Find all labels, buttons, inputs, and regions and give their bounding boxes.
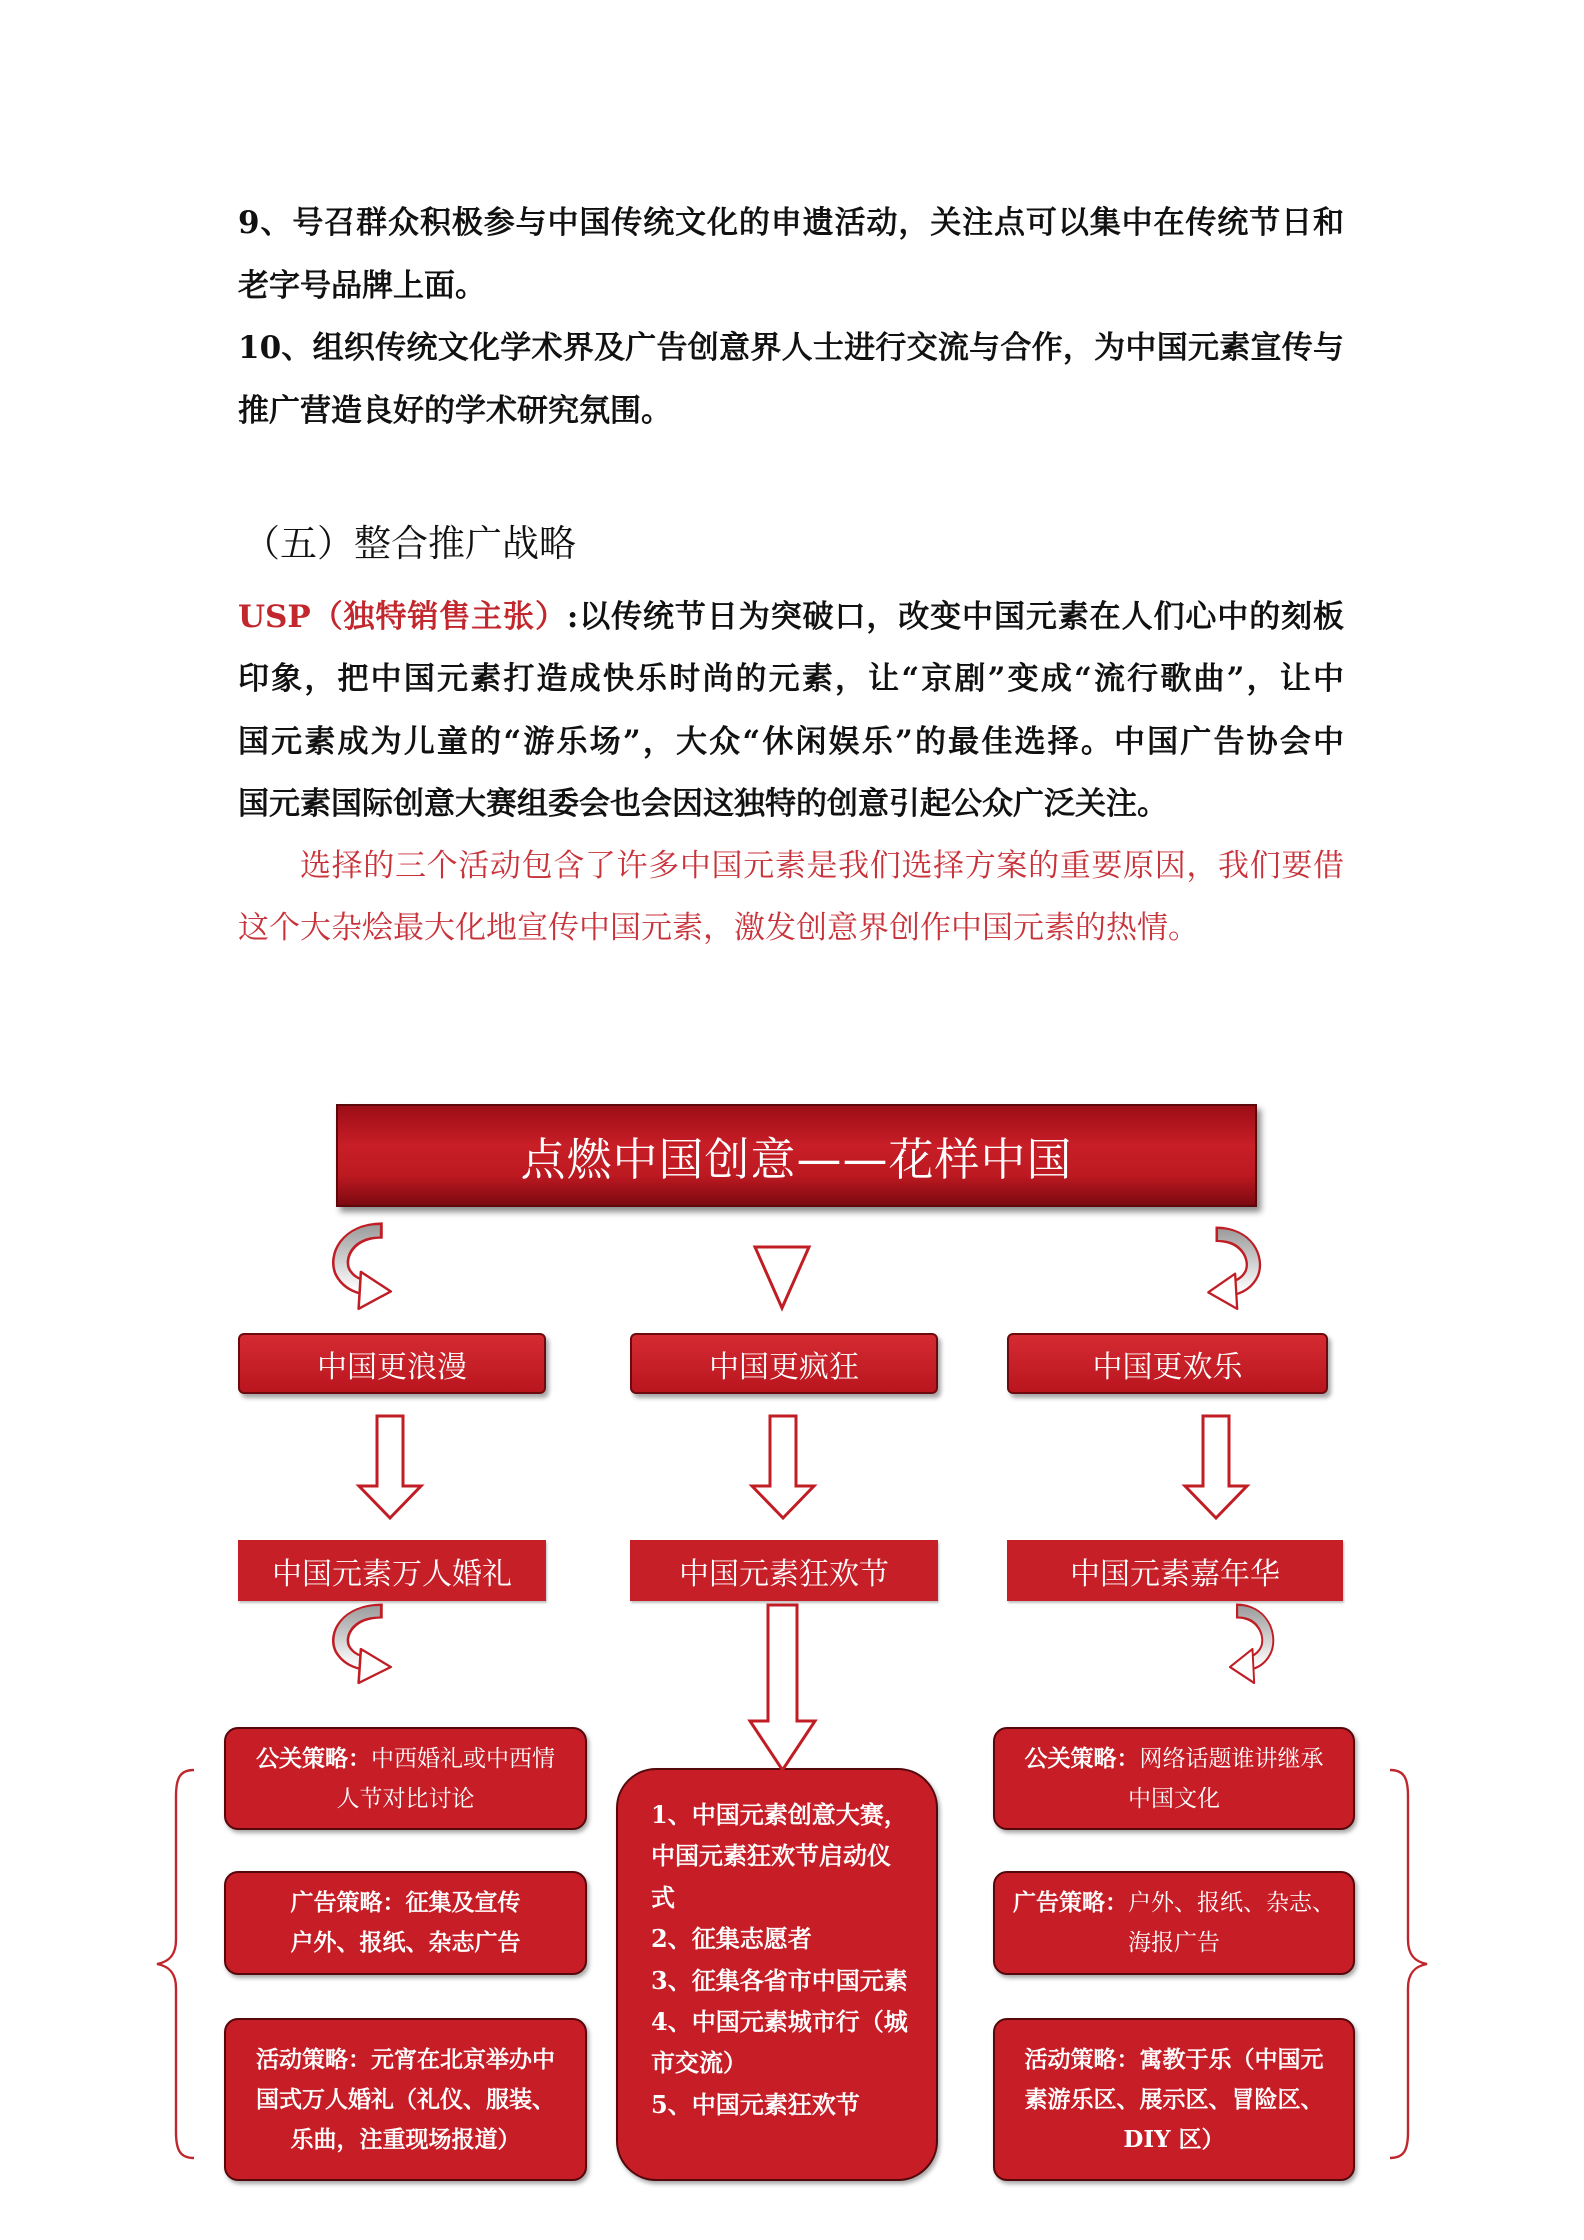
box-line (226, 2040, 585, 2080)
theme-joyful: 中国更欢乐 (1007, 1333, 1328, 1394)
highlight-line-2: 这个大杂烩最大化地宣传中国元素，激发创意界创作中国元素的热情。 (238, 910, 1199, 947)
list-item: 市交流） (651, 2048, 747, 2078)
box-line (226, 1739, 585, 1779)
strategy-label: 广告策略： (290, 1889, 406, 1916)
right-pr-strategy-box (993, 1727, 1355, 1830)
section-heading: （五）整合推广战略 (243, 522, 576, 565)
list-item: 5、中国元素狂欢节 (651, 2089, 860, 2119)
strategy-text: 户外、报纸、杂志广告 (290, 1929, 521, 1956)
item-10-line-1: 10、组织传统文化学术界及广告创意界人士进行交流与合作，为中国元素宣传与 (238, 330, 1344, 366)
strategy-text: 元宵在北京举办中 (371, 2045, 555, 2073)
strategy-text: 素游乐区、展示区、冒险区、 (1024, 2085, 1324, 2113)
usp-line-4: 国元素国际创意大赛组委会也会因这独特的创意引起公众广泛关注。 (238, 785, 1168, 822)
numbered-items (238, 192, 1344, 442)
curved-arrow-icon (331, 1224, 400, 1311)
strategy-text: 网络话题谁讲继承 (1139, 1745, 1324, 1772)
strategy-label: 活动策略： (1024, 2045, 1140, 2073)
strategy-label: 公关策略： (1024, 1744, 1140, 1772)
box-line (995, 2120, 1353, 2160)
left-ad-strategy-box (224, 1871, 587, 1975)
curved-arrow-icon (1223, 1605, 1275, 1685)
box-line (995, 1779, 1353, 1819)
box-line (995, 2040, 1353, 2080)
strategy-text: DIY 区） (1123, 2125, 1225, 2153)
diagram-title: 点燃中国创意——花样中国 (336, 1104, 1257, 1207)
box-line (995, 2080, 1353, 2120)
box-line (226, 1883, 585, 1923)
item-9-line-2: 老字号品牌上面。 (238, 267, 486, 304)
usp-paragraph (238, 586, 1344, 960)
usp-line-2: 印象，把中国元素打造成快乐时尚的元素，让“京剧”变成“流行歌曲”，让中 (238, 661, 1344, 698)
strategy-text: 人节对比讨论 (336, 1785, 475, 1812)
box-line (226, 1779, 585, 1819)
down-triangle-icon (753, 1245, 811, 1311)
strategy-text: 乐曲，注重现场报道） (290, 2125, 521, 2153)
usp-line-3: 国元素成为儿童的“游乐场”，大众“休闲娱乐”的最佳选择。中国广告协会中 (238, 723, 1344, 760)
box-line (995, 1739, 1353, 1779)
down-arrow-icon (357, 1414, 423, 1520)
strategy-text: 国式万人婚礼（礼仪、服装、 (256, 2085, 555, 2113)
strategy-text: 中西婚礼或中西情 (371, 1745, 555, 1772)
list-item: 4、中国元素城市行（城 (651, 2007, 908, 2037)
theme-crazy: 中国更疯狂 (630, 1333, 938, 1394)
event-carnival: 中国元素嘉年华 (1007, 1540, 1343, 1601)
strategy-text: 海报广告 (1128, 1930, 1220, 1956)
left-brace-icon (154, 1768, 196, 2160)
box-line (226, 1923, 585, 1963)
carnival-activity-list (616, 1768, 938, 2181)
down-arrow-icon (1183, 1414, 1249, 1520)
theme-romantic: 中国更浪漫 (238, 1333, 546, 1394)
strategy-label: 公关策略： (256, 1744, 371, 1772)
box-line (226, 2080, 585, 2120)
list-item: 3、征集各省市中国元素 (651, 1965, 908, 1995)
list-item: 式 (651, 1882, 675, 1912)
strategy-text: 征集及宣传 (405, 1889, 521, 1916)
event-carnival-festival: 中国元素狂欢节 (630, 1540, 938, 1601)
strategy-label: 活动策略： (256, 2045, 371, 2073)
usp-line-1 (238, 586, 1344, 648)
curved-arrow-icon (331, 1605, 400, 1685)
strategy-text: 户外、报纸、杂志、 (1128, 1890, 1335, 1916)
down-arrow-icon (750, 1414, 816, 1520)
strategy-text: 寓教于乐（中国元 (1139, 2045, 1324, 2073)
list-item: 中国元素狂欢节启动仪 (651, 1841, 891, 1871)
left-event-strategy-box (224, 2018, 587, 2181)
curved-arrow-icon (1200, 1228, 1262, 1311)
left-pr-strategy-box (224, 1727, 587, 1830)
box-line (995, 1923, 1353, 1963)
list-item: 2、征集志愿者 (651, 1924, 812, 1954)
right-ad-strategy-box (993, 1871, 1355, 1975)
strategy-label: 广告策略： (1013, 1889, 1128, 1916)
item-9-line-1: 9、号召群众积极参与中国传统文化的申遗活动，关注点可以集中在传统节日和 (238, 205, 1344, 241)
usp-text: :以传统节日为突破口，改变中国元素在人们心中的刻板 (566, 599, 1344, 635)
list-item: 1、中国元素创意大赛， (651, 1800, 908, 1829)
box-line (226, 2120, 585, 2160)
item-10-line-2: 推广营造良好的学术研究氛围。 (238, 392, 672, 429)
highlight-line-1: 选择的三个活动包含了许多中国元素是我们选择方案的重要原因，我们要借 (300, 848, 1344, 885)
down-arrow-icon (748, 1605, 817, 1773)
right-brace-icon (1388, 1768, 1430, 2160)
box-line (995, 1883, 1353, 1923)
strategy-text: 中国文化 (1128, 1785, 1220, 1812)
event-mass-wedding: 中国元素万人婚礼 (238, 1540, 546, 1601)
usp-label: USP（独特销售主张） (238, 599, 567, 635)
right-event-strategy-box (993, 2018, 1355, 2181)
